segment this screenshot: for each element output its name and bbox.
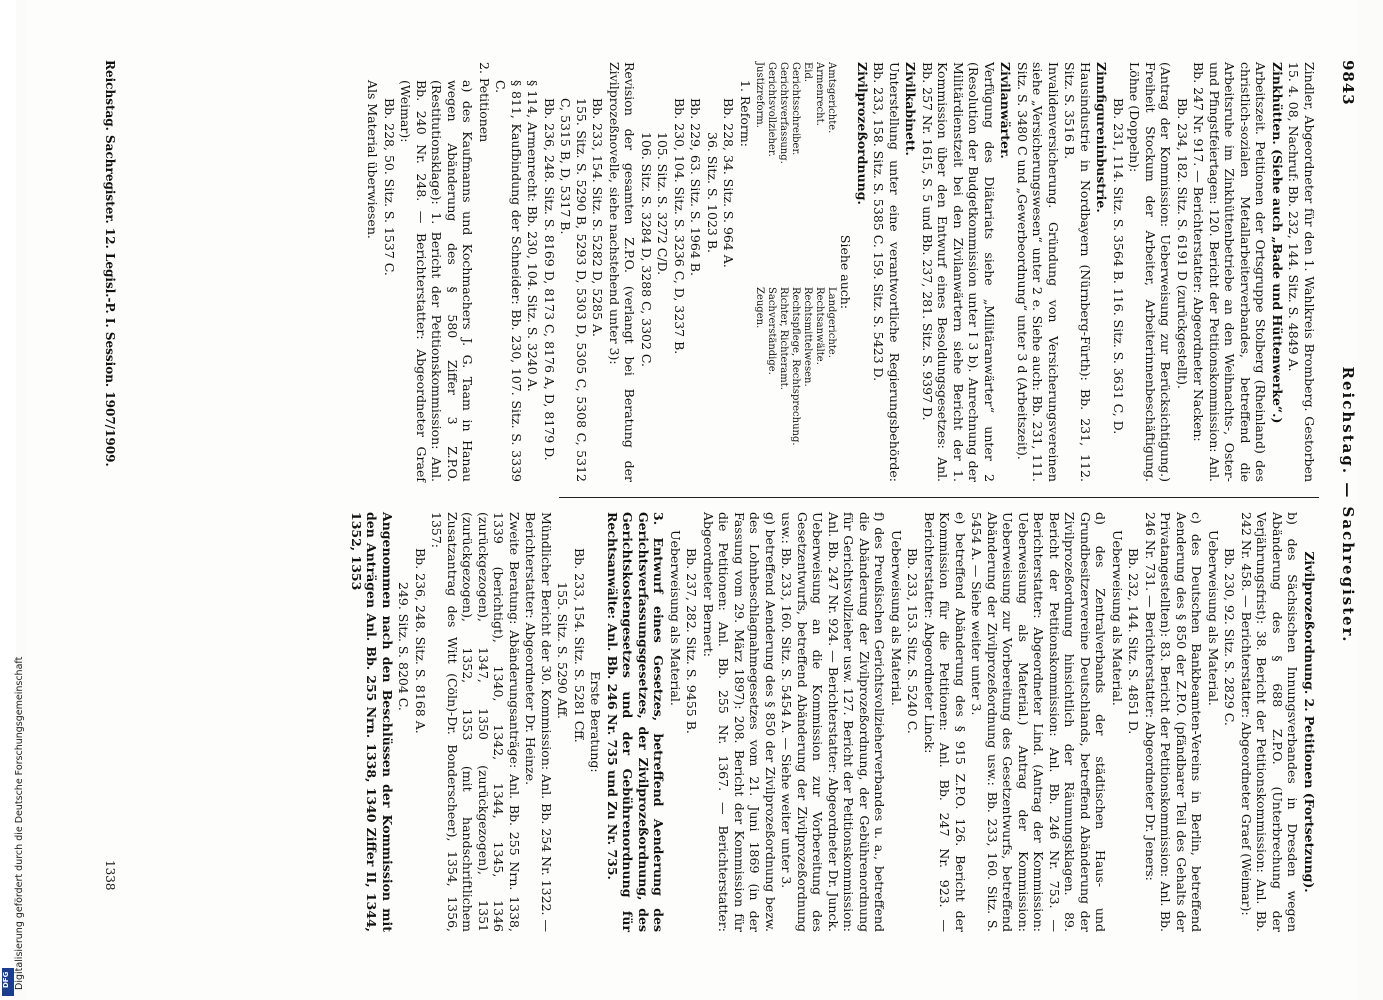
zweite-beratung-ref: Bb. 236, 248. Sitz. S. 8168 A. bbox=[412, 548, 428, 734]
reform-ref: Bb. 229, 63. Sitz. S. 1964 B. bbox=[688, 98, 703, 276]
entry-zinkhuetten-refs2: Bb. 231, 114. Sitz. S. 3564 B. 116. Sitz. S. 3631 C, D. bbox=[1110, 98, 1126, 435]
cross-reference: Rechtspflege, Rechtsprechung. bbox=[789, 287, 801, 446]
petition-b-ref: Bb. 230, 92. Sitz. S. 2829 C. bbox=[1222, 548, 1237, 726]
revision-ref: Bb. 233, 154. Sitz. S. 5282 D, 5285 A. bbox=[590, 98, 605, 338]
petition-a-ref: Bb. 228, 50. Sitz. S. 1537 C. bbox=[381, 98, 397, 276]
petition-e-note: Ueberweisung als Material. bbox=[888, 530, 904, 706]
entry-zpo-head: Zivilprozeßordnung. bbox=[854, 62, 870, 205]
petition-a: a) des Kaufmanns und Kochmachers J. G. Taam in Hanau wegen Abänderung des § 580 Ziffer 3 Z.P.O. (Restitutionsklage): 1. Bericht der Petitionskommission: Anl. Bb. 240 Nr. 248. — Berichterstatter: Abgeordneter Graef (Weimar): bbox=[398, 80, 475, 482]
entry-zinkhuetten-ref: Bb. 234, 182. Sitz. S. 6191 D (zurückgestellt). bbox=[1174, 98, 1190, 389]
petition-d: d) des Zentralverbands der städtischen Haus- und Grundbesitzervereine Deutschlands, betreffend Abänderung der Zivilprozeßordnung hinsichtlich der Räumungsklagen. 89. Bericht der Petitionskommission: Anl. Bb. 246 Nr. 753. — Berichterstatter: Abgeordneter Lind. (Antrag der Kommission: Ueberweisung als Material.) Antrag der Kommission: Ueberweisung zur Vorbereitung des Gesetzentwurfs, betreffend Abänderung der Zivilprozeßordnung usw.: Bb. 233, 160. Sitz. S. 5454 A. — Siehe weiter unter 3. bbox=[969, 512, 1108, 932]
cross-reference: Sachverständige. bbox=[765, 287, 777, 375]
petition-b-note: Ueberweisung als Material. bbox=[1205, 530, 1221, 706]
cross-reference-list bbox=[753, 62, 837, 482]
petition-g-ref: Bb. 237, 282. Sitz. S. 9455 B. bbox=[684, 548, 699, 734]
cross-reference: Landgerichte. bbox=[825, 287, 837, 358]
dfg-logo-icon bbox=[2, 968, 14, 996]
petition-f: f) des Preußischen Gerichtsvollzieherverbandes u. a., betreffend die Abänderung der Zivilprozeßordnung, der Gebührenordnung für Gerichtsvollzieher usw. 127. Bericht der Petitionskommission: Anl. Bb. 247 Nr. 924. — Berichterstatter: Abgeordneter Dr. Junck. Ueberweisung an die Kommission zur Vorbereitung des Gesetzentwurfs, betreffend Abänderung der Zivilprozeßordnung usw.: Bb. 233, 160. Sitz. S. 5454 A. — Siehe weiter unter 3. bbox=[779, 512, 887, 932]
cross-reference: Richter, Richteramt. bbox=[777, 287, 789, 390]
revision-ref: Bb. 236, 248. Sitz. S. 8169 D, 8173 C, 8176 A, D, 8179 D. bbox=[541, 98, 557, 461]
petition-a-note: Als Material überwiesen. bbox=[365, 80, 380, 239]
cross-reference-col-left bbox=[753, 62, 837, 257]
para-114: § 114, Armenrecht: Bb. 230, 104. Sitz. S. 3240 A. bbox=[525, 80, 540, 392]
petition-e-ref: Bb. 233, 153. Sitz. S. 5240 C. bbox=[905, 548, 920, 734]
entry-zivilanwaerter-head: Zivilanwärter. bbox=[998, 62, 1013, 159]
cross-reference-col-right bbox=[753, 287, 837, 482]
entry-zinnfiguren-head: Zinnfigureninbustrie. bbox=[1094, 62, 1109, 213]
erste-beratung-ref: 155. Sitz. S. 5290 Aff. bbox=[555, 582, 570, 719]
page-number: 9843 bbox=[1338, 60, 1357, 106]
para-811: § 811, Kaufbindung der Schneider: Bb. 230, 107. Sitz. S. 3339 C. bbox=[493, 80, 524, 482]
entry-zinnfiguren-text: Hausindustrie in Nordbayern (Nürnberg-Fürth): Bb. 231, 112. Sitz. S. 3516 B. bbox=[1062, 62, 1093, 482]
cross-reference: Rechtsanwälte. bbox=[813, 287, 825, 365]
digitization-credit-strip bbox=[0, 0, 25, 1000]
revision-ref: 155. Sitz. S. 5290 B, 5293 D, 5303 D, 5305 C, 5308 C, 5312 C, 5315 B, D, 5317 B. bbox=[558, 98, 589, 482]
column-divider bbox=[559, 497, 1319, 498]
cross-reference: Gerichtsvollzieher. bbox=[765, 62, 777, 157]
page-title: Reichstag. — Sachregister. bbox=[1338, 366, 1357, 644]
document-page bbox=[27, 0, 1357, 1000]
petition-c-note: Ueberweisung als Material. bbox=[1109, 530, 1125, 706]
petition-g-note: Ueberweisung als Material. bbox=[667, 530, 683, 706]
reform-ref: Bb. 230, 104. Sitz. S. 3236 C, D, 3237 B. bbox=[671, 98, 687, 355]
petition-e: e) betreffend Abänderung des § 915 Z.P.O. 126. Bericht der Kommission für die Petitionen: Anl. Bb. 247 Nr. 923. — Berichterstatter: Abgeordneter Linck: bbox=[921, 512, 968, 932]
entry-zivilanwaerter-text: Verfügung des Diätariats siehe „Militäranwärter“ unter 2 (Resolution der Budgetkommission unter I 3 b). Anrechnung der Militärdienstzeit bei den Zivilanwärtern siehe Bericht der 1. Kommission über den Entwurf eines Besoldungsgesetzes: Anl. Bb. 257 Nr. 1615, S. 5 und Bb. 237, 281. Sitz. S. 9397 D. bbox=[919, 62, 997, 482]
page-footer: Reichstag. Sachregister. 12. Legisl.-P. I. Session. 1907/1909. bbox=[102, 60, 117, 467]
cross-reference: Gerichtsverfassung. bbox=[777, 62, 789, 164]
reform-head: 1. Reform: bbox=[737, 80, 753, 147]
zweite-beratung-ref: 249. Sitz. S. 8204 C. bbox=[396, 582, 411, 711]
reform-ref: 105. Sitz. S. 3272 C/D. bbox=[655, 132, 670, 276]
petitionen-head: 2. Petitionen bbox=[476, 62, 492, 143]
reform-ref: 106. Sitz. S. 3284 D, 3288 C, 3302 C. bbox=[638, 132, 654, 368]
cross-reference: Amtsgerichte. bbox=[825, 62, 837, 134]
cross-reference: Rechtsmittelwesen. bbox=[801, 287, 813, 387]
entry-zivilkabinett-text: Unterstellung unter eine verantwortliche Regierungsbehörde: Bb. 233, 158. Sitz. S. 5385 C. 159. Sitz. S. 5423 D. bbox=[871, 62, 902, 482]
cross-reference: Armenrecht. bbox=[813, 62, 825, 126]
reform-ref: 36. Sitz. S. 1023 B. bbox=[704, 132, 720, 253]
entwurf-text: 3. Entwurf eines Gesetzes, betreffend Aenderung des Gerichtsverfassungsgesetzes, der Zivilprozeßordnung, des Gerichtskostengesetzes und der Gebührenordnung für Rechtsanwälte: Anl. Bb. 246 Nr. 735 und Zu Nr. 735. bbox=[604, 512, 666, 932]
petition-c: c) des Deutschen Bankbeamten-Vereins in Berlin, betreffend Aenderung des § 850 der Z.P.O. (pfändbarer Teil des Gehalts der Privatangestellten): 83. Bericht der Petitionskommission: Anl. Bb. 246 Nr. 731. — Berichterstatter: Abgeordneter Dr. Jeners: bbox=[1142, 512, 1204, 932]
angenommen-text: Angenommen nach den Beschlüssen der Kommission mit den Anträgen Anl. Bb. 255 Nrn. 1338, 1340 Ziffer II, 1344, 1352, 1353 bbox=[348, 512, 395, 932]
right-column bbox=[347, 512, 1317, 932]
right-column-head: Zivilprozeßordnung. 2. Petitionen (Fortsetzung). bbox=[1301, 551, 1317, 893]
cross-reference: Justizreform. bbox=[753, 62, 765, 128]
entry-zinkhuetten-note: (Antrag der Kommission: Ueberweisung zur Berücksichtigung.) Freiheit Stockum der Arbeiter, Arbeiterinnenbeschäftigung. Löhne (Doppeln): bbox=[1127, 62, 1173, 482]
dfg-logo-label: DFG bbox=[2, 971, 10, 988]
entry-zinkhuetten-head: Zinkhütten. (Siehe auch „Bade und Hüttenwerke“.) bbox=[1269, 62, 1285, 424]
petition-c-ref: Bb. 232, 144. Sitz. S. 4851 D. bbox=[1126, 548, 1141, 735]
revision-text: Revision der gesamten Z.P.O. (verlangt bei Beratung der Zivilprozeßnovelle, siehe nachstehend unter 3): bbox=[606, 62, 637, 482]
muendlicher-bericht: Mündlicher Bericht der 30. Kommission: Anl. Bb. 254 Nr. 1322. — Berichterstatter: Abgeordneter Dr. Heinze. bbox=[523, 512, 554, 932]
entry-zinkhuetten-text: Arbeitszeit. Petitionen der Ortsgruppe Stolberg (Rheinland) des christlich-sozialen Metallarbeiterverbandes, betreffend die Arbeitsruhe im Zinkhüttenbetriebe an den Weihnachts-, Oster- und Pfingstfeiertagen: 120. Bericht der Petitionskommission: Anl. Bb. 247 Nr. 917. — Berichterstatter: Abgeordneter Nacken: bbox=[1191, 62, 1268, 482]
page-header bbox=[1329, 60, 1357, 950]
petition-b: b) des Sächsischen Innungsverbandes in Dresden wegen Abänderung des § 688 Z.P.O. (Unterbrechung der Verjährungsfrist): 38. Bericht der Petitionskommission: Anl. Bb. 242 Nr. 458. — Berichterstatter: Abgeordneter Graef (Weimar): bbox=[1238, 512, 1300, 932]
petition-g: g) betreffend Aenderung des § 850 der Zivilprozeßordnung bezw. des Lohnbeschlagnahmegesetzes vom 21. Juni 1869 (in der Fassung vom 29. März 1897): 208. Bericht der Kommission für die Petitionen: Anl. Bb. 255 Nr. 1367. — Berichterstatter: Abgeordneter Bernert: bbox=[700, 512, 778, 932]
entry-invaliden: Invalidenversicherung. Gründung von Versicherungsvereinen siehe „Versicherungswesen“ unter 2 e. Siehe auch: Bb. 231, 111. Sitz. S. 3480 C und „Gewerbeordnung“ unter 3 d (Arbeitszeit). bbox=[1014, 62, 1061, 482]
reform-ref: Bb. 228, 34. Sitz. S. 964 A. bbox=[721, 98, 736, 268]
entry-zindler: Zindler, Abgeordneter für den 1. Wahlkreis Bromberg. Gestorben 15. 4. 08, Nachruf: Bb. 232, 144. Sitz. S. 4849 A. bbox=[1286, 62, 1317, 482]
left-column bbox=[364, 62, 1317, 482]
digitization-credit-text: Digitalisierung gefördert durch die Deutsche Forschungsgemeinschaft bbox=[14, 656, 25, 990]
cross-reference: Eid. bbox=[801, 62, 813, 83]
cross-reference: Zeugen. bbox=[753, 287, 765, 329]
cross-reference: Gerichtsschreiber. bbox=[789, 62, 801, 156]
zweite-beratung: Zweite Beratung: Abänderungsanträge: Anl. Bb. 255 Nrn. 1338, 1339 (berichtigt), 1340, 1342, 1344, 1345, 1346 (zurückgezogen), 1347, 1350 (zurückgezogen), 1351 (zurückgezogen), 1352, 1353 (mit handschriftlichem Zusatzantrag des Witt (Cöln)-Dr. Bonderscheer), 1354, 1356, 1357: bbox=[429, 512, 522, 932]
erste-beratung-ref: Bb. 233, 154. Sitz. S. 5281 Cff. bbox=[571, 548, 587, 743]
erste-beratung-label: Erste Beratung: bbox=[588, 671, 603, 773]
siehe-auch-label: Siehe auch: bbox=[838, 234, 853, 310]
bottom-page-number: 1338 bbox=[102, 860, 117, 891]
entry-zivilkabinett-head: Zivilkabinett. bbox=[903, 62, 918, 156]
